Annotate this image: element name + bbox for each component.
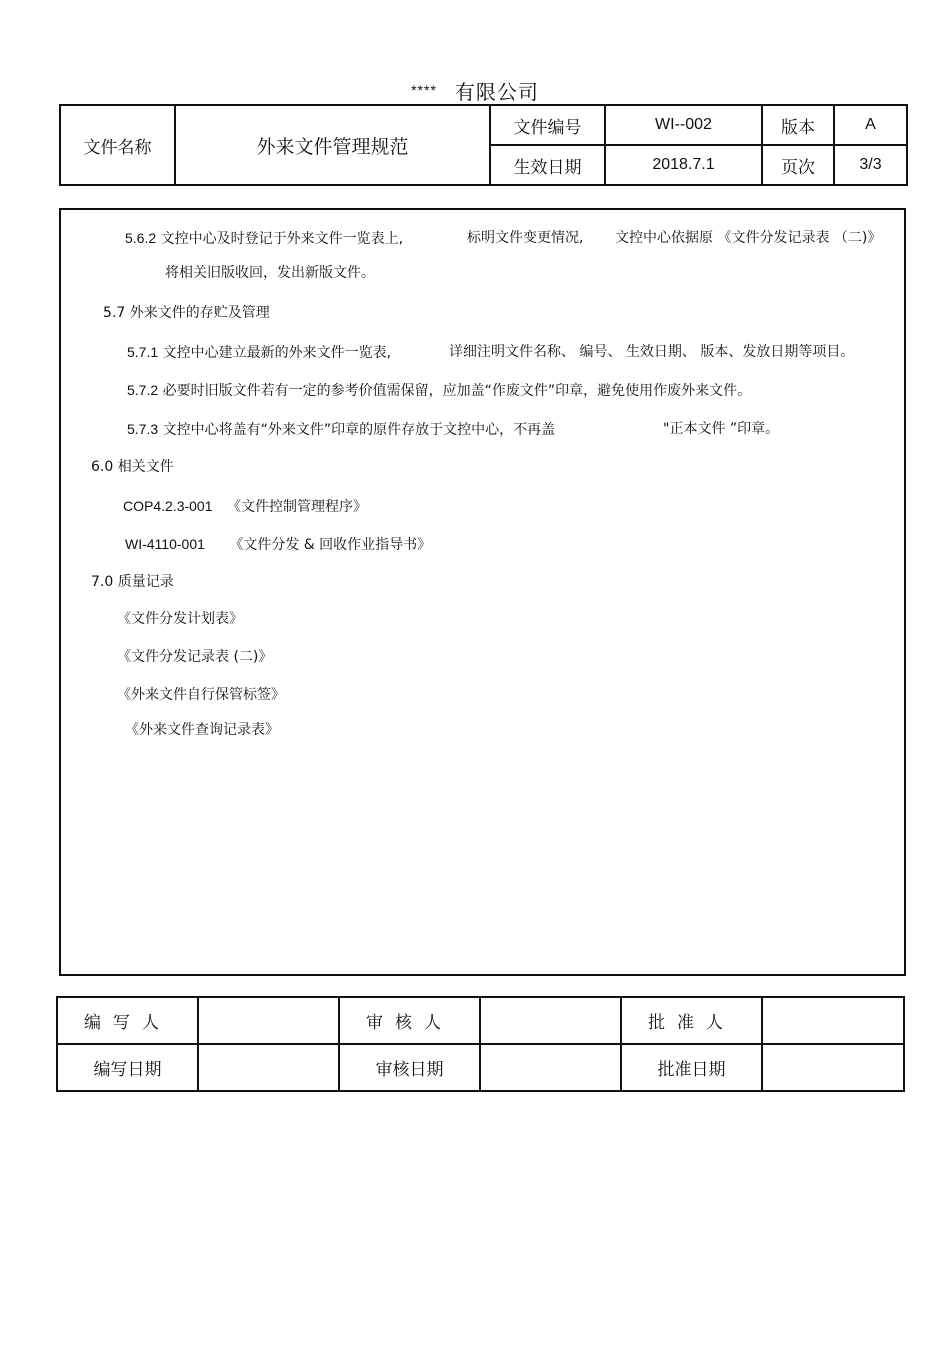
clause-number: 5.7.1 xyxy=(127,344,159,360)
clause-number: 5.7.3 xyxy=(127,421,159,437)
signoff-table xyxy=(56,996,905,1092)
quality-record-3: 《外来文件自行保管标签》 xyxy=(117,687,285,703)
clause-5-6-2-cont: 将相关旧版收回，发出新版文件。 xyxy=(165,265,375,281)
quality-record-4: 《外来文件查询记录表》 xyxy=(125,722,279,738)
clause-text: 文控中心建立最新的外来文件一览表, xyxy=(162,345,392,361)
clause-number: 5.6.2 xyxy=(125,230,157,246)
clause-5-6-2-part-b: 标明文件变更情况, xyxy=(467,230,584,246)
clause-5-7-2 xyxy=(127,381,751,400)
reviewer-label: 审核人 xyxy=(339,997,480,1044)
content-box xyxy=(59,208,906,976)
quality-record-2: 《文件分发记录表 (二)》 xyxy=(117,649,273,665)
doc-name: 外来文件管理规范 xyxy=(175,105,490,185)
version-label: 版本 xyxy=(762,105,834,145)
doc-number-label: 文件编号 xyxy=(490,105,605,145)
reference-code: COP4.2.3-001 xyxy=(123,498,213,514)
review-date-label: 审核日期 xyxy=(339,1044,480,1091)
reviewer-field xyxy=(480,997,621,1044)
company-title xyxy=(0,76,950,105)
doc-number: WI--002 xyxy=(605,105,762,145)
document-header-table xyxy=(59,104,908,186)
section-7-0: 7.0 质量记录 xyxy=(91,574,174,590)
company-stars: **** xyxy=(411,82,437,98)
reference-title: 《文件分发 & 回收作业指导书》 xyxy=(229,537,432,553)
version-value: A xyxy=(834,105,907,145)
approver-field xyxy=(762,997,904,1044)
clause-5-7-1-part-b: 详细注明文件名称、 编号、 生效日期、 版本、发放日期等项目。 xyxy=(449,344,855,360)
reference-doc-1 xyxy=(123,497,367,516)
approve-date-field xyxy=(762,1044,904,1091)
clause-5-7-3 xyxy=(127,420,555,439)
reference-code: WI-4110-001 xyxy=(125,536,205,552)
clause-text: 必要时旧版文件若有一定的参考价值需保留，应加盖“作废文件”印章，避免使用作废外来文件。 xyxy=(162,383,752,399)
clause-text: 文控中心及时登记于外来文件一览表上, xyxy=(160,231,404,247)
effective-date-label: 生效日期 xyxy=(490,145,605,185)
writer-field xyxy=(198,997,339,1044)
approver-label: 批准人 xyxy=(621,997,762,1044)
write-date-label: 编写日期 xyxy=(57,1044,198,1091)
clause-number: 5.7.2 xyxy=(127,382,159,398)
page-value: 3/3 xyxy=(834,145,907,185)
clause-5-6-2 xyxy=(125,229,403,248)
clause-5-7-3-part-b: "正本文件 ”印章。 xyxy=(663,421,780,437)
write-date-field xyxy=(198,1044,339,1091)
approve-date-label: 批准日期 xyxy=(621,1044,762,1091)
page-label: 页次 xyxy=(762,145,834,185)
company-name: 有限公司 xyxy=(454,80,539,104)
clause-5-7-1 xyxy=(127,343,391,362)
writer-label: 编写人 xyxy=(57,997,198,1044)
doc-name-label: 文件名称 xyxy=(60,105,175,185)
review-date-field xyxy=(480,1044,621,1091)
quality-record-1: 《文件分发计划表》 xyxy=(117,611,243,627)
clause-5-6-2-part-c: 文控中心依据原 《文件分发记录表 （二)》 xyxy=(615,230,882,246)
reference-doc-2 xyxy=(125,535,431,554)
reference-title: 《文件控制管理程序》 xyxy=(226,499,367,515)
effective-date: 2018.7.1 xyxy=(605,145,762,185)
section-5-7: 5.7 外来文件的存贮及管理 xyxy=(103,305,270,321)
clause-text: 文控中心将盖有“外来文件”印章的原件存放于文控中心，不再盖 xyxy=(162,422,556,438)
section-6-0: 6.0 相关文件 xyxy=(91,459,174,475)
